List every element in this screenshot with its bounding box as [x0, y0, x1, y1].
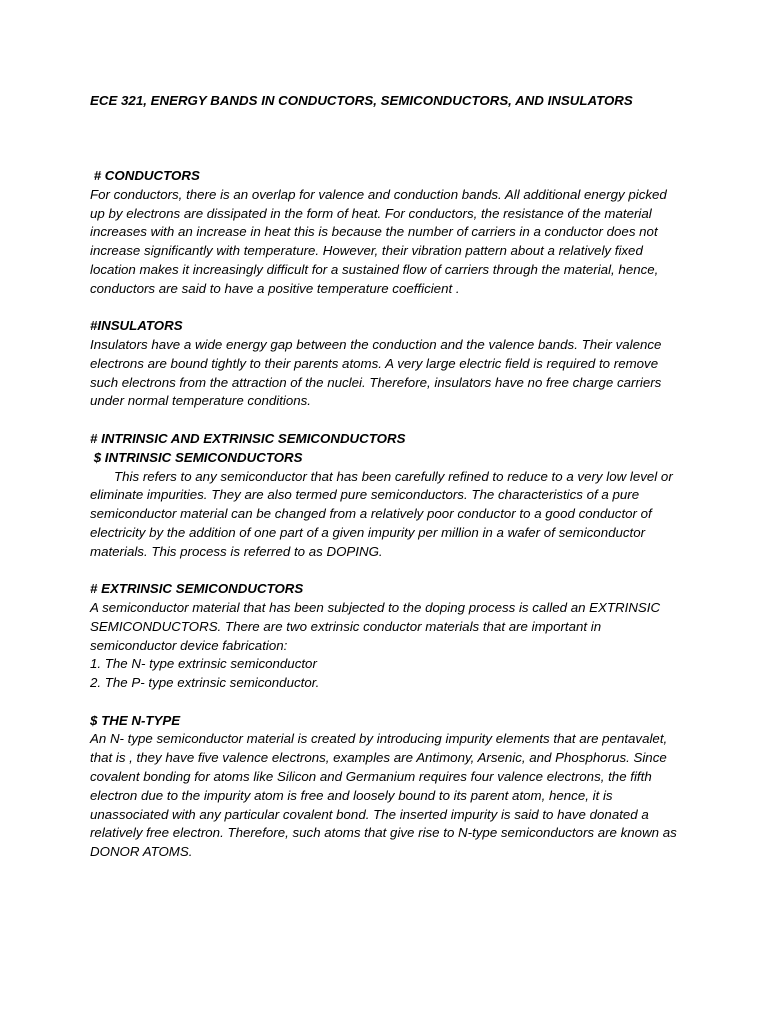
section-heading-extrinsic: # EXTRINSIC SEMICONDUCTORS	[90, 581, 304, 597]
section-n-type	[90, 712, 682, 862]
list-item: 2. The P- type extrinsic semiconductor.	[90, 675, 320, 691]
list-item: 1. The N- type extrinsic semiconductor	[90, 656, 317, 672]
section-intrinsic-extrinsic	[90, 430, 682, 562]
section-heading-conductors: # CONDUCTORS	[90, 168, 200, 183]
section-body-extrinsic: A semiconductor material that has been subjected to the doping process is called an EXTRINSIC SEMICONDUCTORS. There are two extrinsic conductor materials that are important in semiconductor device fabrication:	[90, 600, 661, 653]
section-conductors	[90, 167, 682, 299]
section-body-n-type: An N- type semiconductor material is created by introducing impurity elements that are pentavalet, that is , they have five valence electrons, examples are Antimony, Arsenic, and Phosphorus. Since covalent bonding for atoms like Silicon and Germanium requires four valence electrons, the fifth electron due to the impurity atom is free and loosely bound to its parent atom, hence, it is unassociated with any particular covalent bond. The inserted impurity is said to have donated a relatively free electron. Therefore, such atoms that give rise to N-type semiconductors are known as DONOR ATOMS.	[90, 731, 677, 860]
document-title: ECE 321, ENERGY BANDS IN CONDUCTORS, SEMICONDUCTORS, AND INSULATORS	[90, 93, 633, 108]
extrinsic-type-list	[90, 655, 682, 693]
document-content	[90, 167, 682, 881]
section-heading-intrinsic-extrinsic: # INTRINSIC AND EXTRINSIC SEMICONDUCTORS	[90, 430, 406, 446]
section-body-conductors: For conductors, there is an overlap for valence and conduction bands. All additional energy picked up by electrons are dissipated in the form of heat. For conductors, the resistance of the material increases with an increase in heat this is because the number of carriers in a conductor does not increase significantly with temperature. However, their vibration pattern about a relatively fixed location makes it increasingly difficult for a sustained flow of carriers through the material, hence, conductors are said to have a positive temperature coefficient .	[90, 186, 667, 296]
section-heading-n-type: $ THE N-TYPE	[90, 712, 181, 728]
section-extrinsic	[90, 580, 682, 693]
section-insulators	[90, 317, 682, 411]
section-body-insulators: Insulators have a wide energy gap between the conduction and the valence bands. Their valence electrons are bound tightly to their parents atoms. A very large electric field is required to remove such electrons from the attraction of the nuclei. Therefore, insulators have no free charge carriers under normal temperature conditions.	[90, 337, 662, 409]
subheading-intrinsic: $ INTRINSIC SEMICONDUCTORS	[90, 449, 303, 465]
section-body-intrinsic: This refers to any semiconductor that has been carefully refined to reduce to a very low level or eliminate impurities. They are also termed pure semiconductors. The characteristics of a pure semiconductor material can be changed from a relatively poor conductor to a good conductor of electricity by the addition of one part of a given impurity per million in a wafer of semiconductor materials. This process is referred to as DOPING.	[90, 468, 673, 559]
section-heading-insulators: #INSULATORS	[90, 318, 183, 334]
